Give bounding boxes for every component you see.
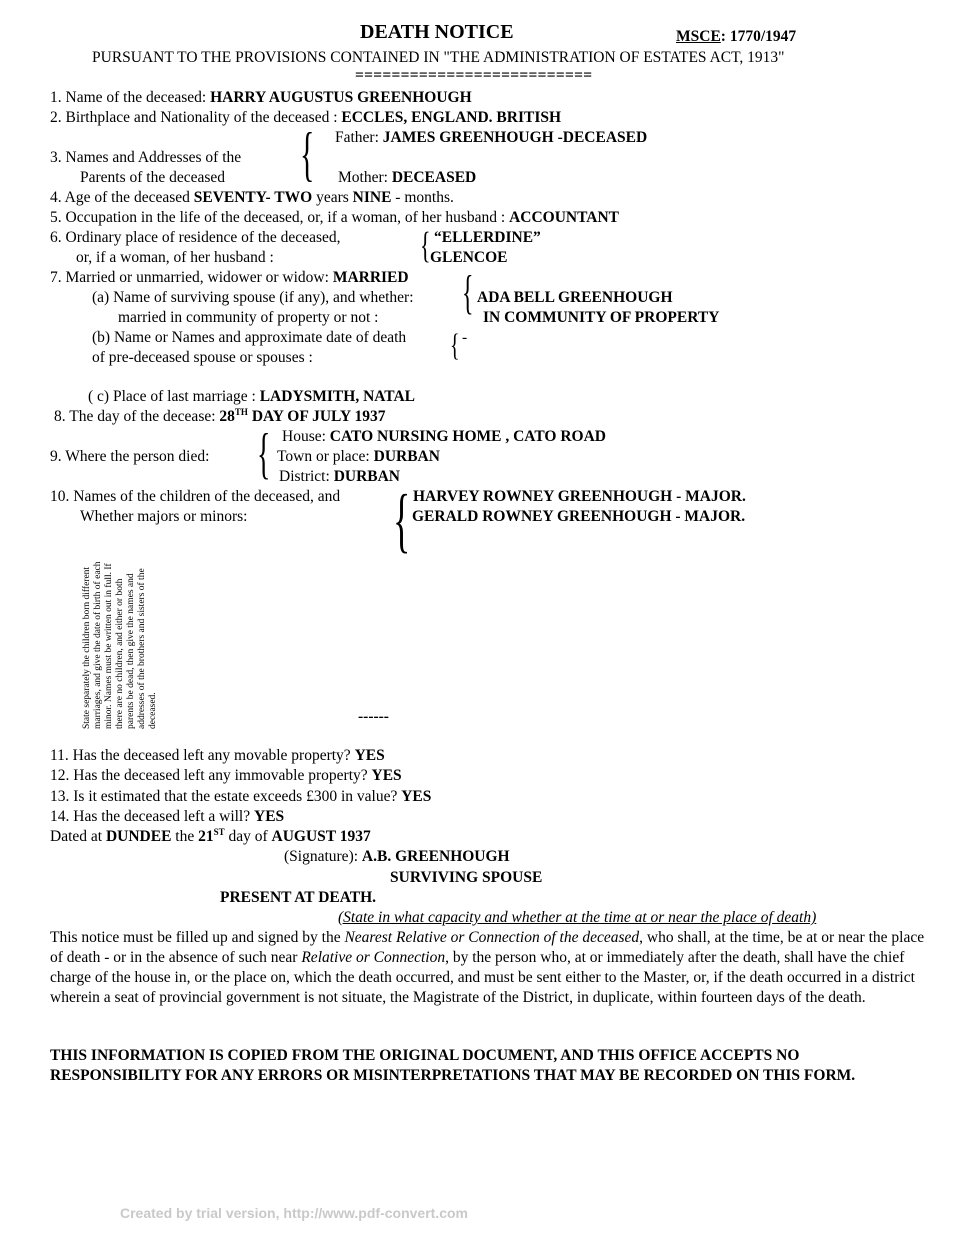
house-entry: House: CATO NURSING HOME , CATO ROAD [282, 428, 606, 445]
predeceased-value: - [462, 329, 468, 346]
question-7: 7. Married or unmarried, widower or widow: MARRIED [50, 269, 409, 286]
signature-present: PRESENT AT DEATH. [220, 889, 377, 906]
brace-parents: { [300, 122, 315, 188]
question-6-label-2: or, if a woman, of her husband : [76, 249, 274, 266]
dated-line: Dated at DUNDEE the 21ST day of AUGUST 1937 [50, 827, 371, 845]
residence-value-1: “ELLERDINE” [434, 229, 541, 246]
question-10-label: 10. Names of the children of the deceased, and [50, 488, 341, 505]
capacity-note: (State in what capacity and whether at the time at or near the place of death) [338, 909, 817, 926]
question-7a-label-2: married in community of property or not : [118, 309, 379, 326]
question-5: 5. Occupation in the life of the deceased, or, if a woman, of her husband : ACCOUNTANT [50, 209, 620, 226]
children-dashes: ------ [358, 708, 389, 725]
brace-place: { [257, 424, 271, 486]
question-13: 13. Is it estimated that the estate exceeds £300 in value? YES [50, 788, 432, 805]
district-entry: District: DURBAN [279, 468, 400, 485]
signature-line: (Signature): A.B. GREENHOUGH [284, 848, 510, 865]
question-6-label: 6. Ordinary place of residence of the deceased, [50, 229, 341, 246]
signature-capacity: SURVIVING SPOUSE [390, 869, 543, 886]
question-7c: ( c) Place of last marriage : LADYSMITH, NATAL [88, 388, 416, 405]
spouse-community: IN COMMUNITY OF PROPERTY [483, 309, 720, 326]
question-7b-label: (b) Name or Names and approximate date of death [92, 329, 407, 346]
question-7a-label: (a) Name of surviving spouse (if any), and whether: [92, 289, 414, 306]
question-10-label-2: Whether majors or minors: [80, 508, 248, 525]
brace-residence: { [420, 223, 431, 267]
watermark: Created by trial version, http://www.pdf-convert.com [120, 1205, 468, 1221]
question-8: 8. The day of the decease: 28TH DAY OF JULY 1937 [54, 407, 386, 425]
disclaimer: THIS INFORMATION IS COPIED FROM THE ORIGINAL DOCUMENT, AND THIS OFFICE ACCEPTS NO RESPONSIBILITY FOR ANY ERRORS OR MISINTERPRETATIONS THAT MAY BE RECORDED ON THIS FORM. [50, 1047, 856, 1084]
question-9-label: 9. Where the person died: [50, 448, 210, 465]
document-subtitle: PURSUANT TO THE PROVISIONS CONTAINED IN "THE ADMINISTRATION OF ESTATES ACT, 1913" [92, 49, 785, 66]
question-3-label: 3. Names and Addresses of the [50, 149, 242, 166]
question-11: 11. Has the deceased left any movable property? YES [50, 747, 385, 764]
father-entry: Father: JAMES GREENHOUGH -DECEASED [335, 129, 648, 146]
question-4: 4. Age of the deceased SEVENTY- TWO years NINE - months. [50, 189, 454, 206]
question-1: 1. Name of the deceased: HARRY AUGUSTUS GREENHOUGH [50, 89, 472, 106]
header-rule: ========================== [355, 67, 593, 84]
town-entry: Town or place: DURBAN [277, 448, 440, 465]
instructions-paragraph: This notice must be filled up and signed by the Nearest Relative or Connection of the deceased, who shall, at the time, be at or near the place of death - or in the absence of such near Relative or Connection, by the person who, at or immediately after the death, shall have the chief charge of the house in, or the place on, which the death occurred, and must be sent either to the Master, or, if the death occurred in a district wherein a seat of provincial government is not situate, the Magistrate of the District, in duplicate, within fourteen days of the death. [50, 929, 925, 1006]
child-2: GERALD ROWNEY GREENHOUGH - MAJOR. [412, 508, 746, 525]
question-3-label-2: Parents of the deceased [80, 169, 226, 186]
question-7b-label-2: of pre-deceased spouse or spouses : [92, 349, 313, 366]
children-side-note: State separately the children born different marriages, and give the date of birth of each minor. Names must be written out in full. If there are no children, and either or both parents be dead, then give the names and addresses of the brothers and sisters of the deceased. [82, 561, 158, 729]
msce-number: MSCE: 1770/1947 [676, 28, 797, 45]
question-12: 12. Has the deceased left any immovable property? YES [50, 767, 402, 784]
document-title: DEATH NOTICE [360, 21, 514, 43]
brace-predeceased: { [450, 328, 460, 364]
child-1: HARVEY ROWNEY GREENHOUGH - MAJOR. [413, 488, 746, 505]
brace-children: { [393, 480, 411, 560]
brace-spouse: { [462, 268, 474, 320]
spouse-name: ADA BELL GREENHOUGH [477, 289, 673, 306]
residence-value-2: GLENCOE [430, 249, 508, 266]
mother-entry: Mother: DECEASED [338, 169, 477, 186]
question-14: 14. Has the deceased left a will? YES [50, 808, 285, 825]
question-2: 2. Birthplace and Nationality of the deceased : ECCLES, ENGLAND. BRITISH [50, 109, 562, 126]
